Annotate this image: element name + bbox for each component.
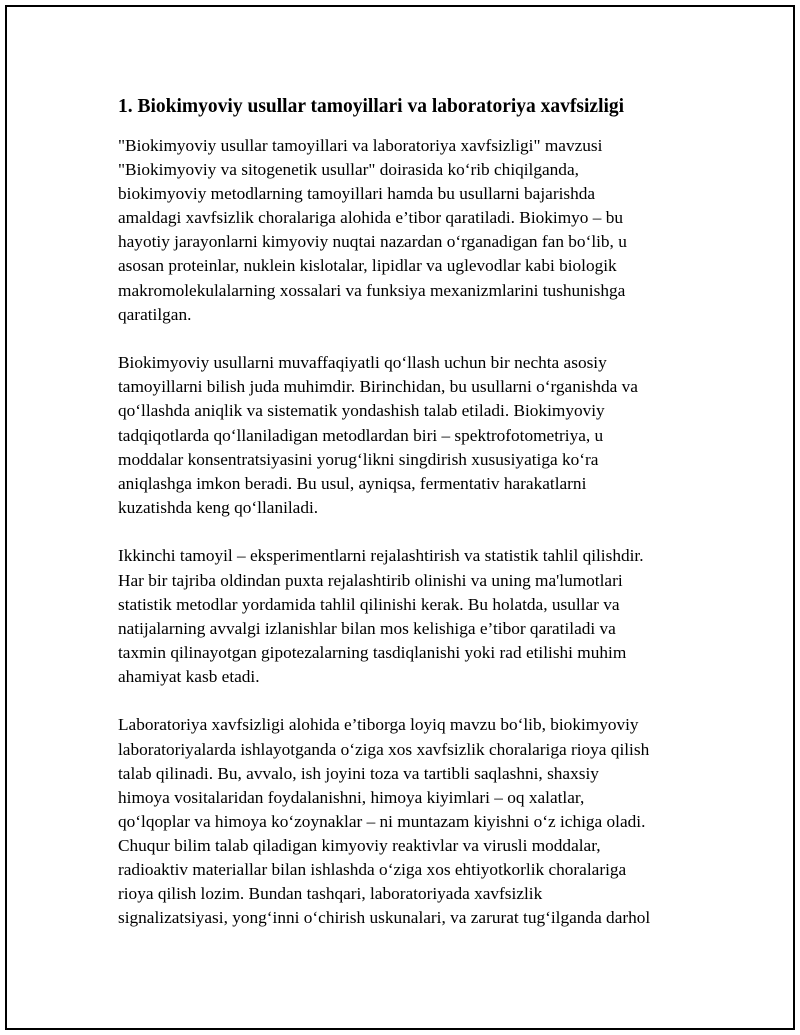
text-line: rioya qilish lozim. Bundan tashqari, laboratoriyada xavfsizlik [118, 884, 543, 904]
text-line: "Biokimyoviy usullar tamoyillari va laboratoriya xavfsizligi" mavzusi [118, 136, 603, 155]
text-line: Ikkinchi tamoyil – eksperimentlarni rejalashtirish va statistik tahlil qilishdir. [118, 546, 644, 566]
text-line: radioaktiv materiallar bilan ishlashda o‘ziga xos ehtiyotkorlik choralariga [118, 860, 627, 880]
document-title: 1. Biokimyoviy usullar tamoyillari va laboratoriya xavfsizligi [118, 96, 625, 117]
text-line: tadqiqotlarda qo‘llaniladigan metodlardan biri – spektrofotometriya, u [118, 425, 604, 445]
text-line: biokimyoviy metodlarning tamoyillari hamda bu usullarni bajarishda [118, 184, 596, 204]
text-line: moddalar konsentratsiyasini yorug‘likni singdirish xususiyatiga ko‘ra [118, 449, 599, 469]
text-line: talab qilinadi. Bu, avvalo, ish joyini toza va tartibli saqlashni, shaxsiy [118, 763, 599, 783]
text-line: laboratoriyalarda ishlayotganda o‘ziga xos xavfsizlik choralariga rioya qilish [118, 739, 650, 759]
text-line: qaratilgan. [118, 304, 192, 324]
text-line: ahamiyat kasb etadi. [118, 666, 260, 686]
paragraph-1 [118, 134, 698, 327]
text-line: Biokimyoviy usullarni muvaffaqiyatli qo‘llash uchun bir nechta asosiy [118, 353, 607, 373]
text-line: signalizatsiyasi, yong‘inni o‘chirish uskunalari, va zarurat tug‘ilganda darhol [118, 908, 651, 928]
text-line: aniqlashga imkon beradi. Bu usul, ayniqsa, fermentativ harakatlarni [118, 473, 587, 493]
paragraph-2 [118, 351, 698, 520]
text-line: qo‘lqoplar va himoya ko‘zoynaklar – ni muntazam kiyishni o‘z ichiga oladi. [118, 811, 646, 831]
text-line: Har bir tajriba oldindan puxta rejalashtirib olinishi va uning ma'lumotlari [118, 570, 623, 590]
text-line: kuzatishda keng qo‘llaniladi. [118, 497, 319, 517]
text-line: statistik metodlar yordamida tahlil qilinishi kerak. Bu holatda, usullar va [118, 594, 620, 614]
text-line: qo‘llashda aniqlik va sistematik yondashish talab etiladi. Biokimyoviy [118, 401, 605, 421]
paragraph-3 [118, 544, 698, 689]
paragraph-4 [118, 713, 698, 930]
text-line: taxmin qilinayotgan gipotezalarning tasdiqlanishi yoki rad etilishi muhim [118, 642, 627, 662]
text-line: hayotiy jarayonlarni kimyoviy nuqtai nazardan o‘rganadigan fan bo‘lib, u [118, 232, 627, 252]
text-line: amaldagi xavfsizlik choralariga alohida e’tibor qaratiladi. Biokimyo – bu [118, 208, 624, 228]
text-line: makromolekulalarning xossalari va funksiya mexanizmlarini tushunishga [118, 280, 626, 300]
text-line: asosan proteinlar, nuklein kislotalar, lipidlar va uglevodlar kabi biologik [118, 256, 617, 276]
text-line: himoya vositalaridan foydalanishni, himoya kiyimlari – oq xalatlar, [118, 787, 585, 807]
document-body [118, 94, 698, 955]
text-line: tamoyillarni bilish juda muhimdir. Birinchidan, bu usullarni o‘rganishda va [118, 377, 638, 397]
text-line: "Biokimyoviy va sitogenetik usullar" doirasida ko‘rib chiqilganda, [118, 160, 579, 180]
text-line: Laboratoriya xavfsizligi alohida e’tiborga loyiq mavzu bo‘lib, biokimyoviy [118, 715, 639, 735]
text-line: natijalarning avvalgi izlanishlar bilan mos kelishiga e’tibor qaratiladi va [118, 618, 616, 638]
text-line: Chuqur bilim talab qiladigan kimyoviy reaktivlar va virusli moddalar, [118, 835, 601, 855]
